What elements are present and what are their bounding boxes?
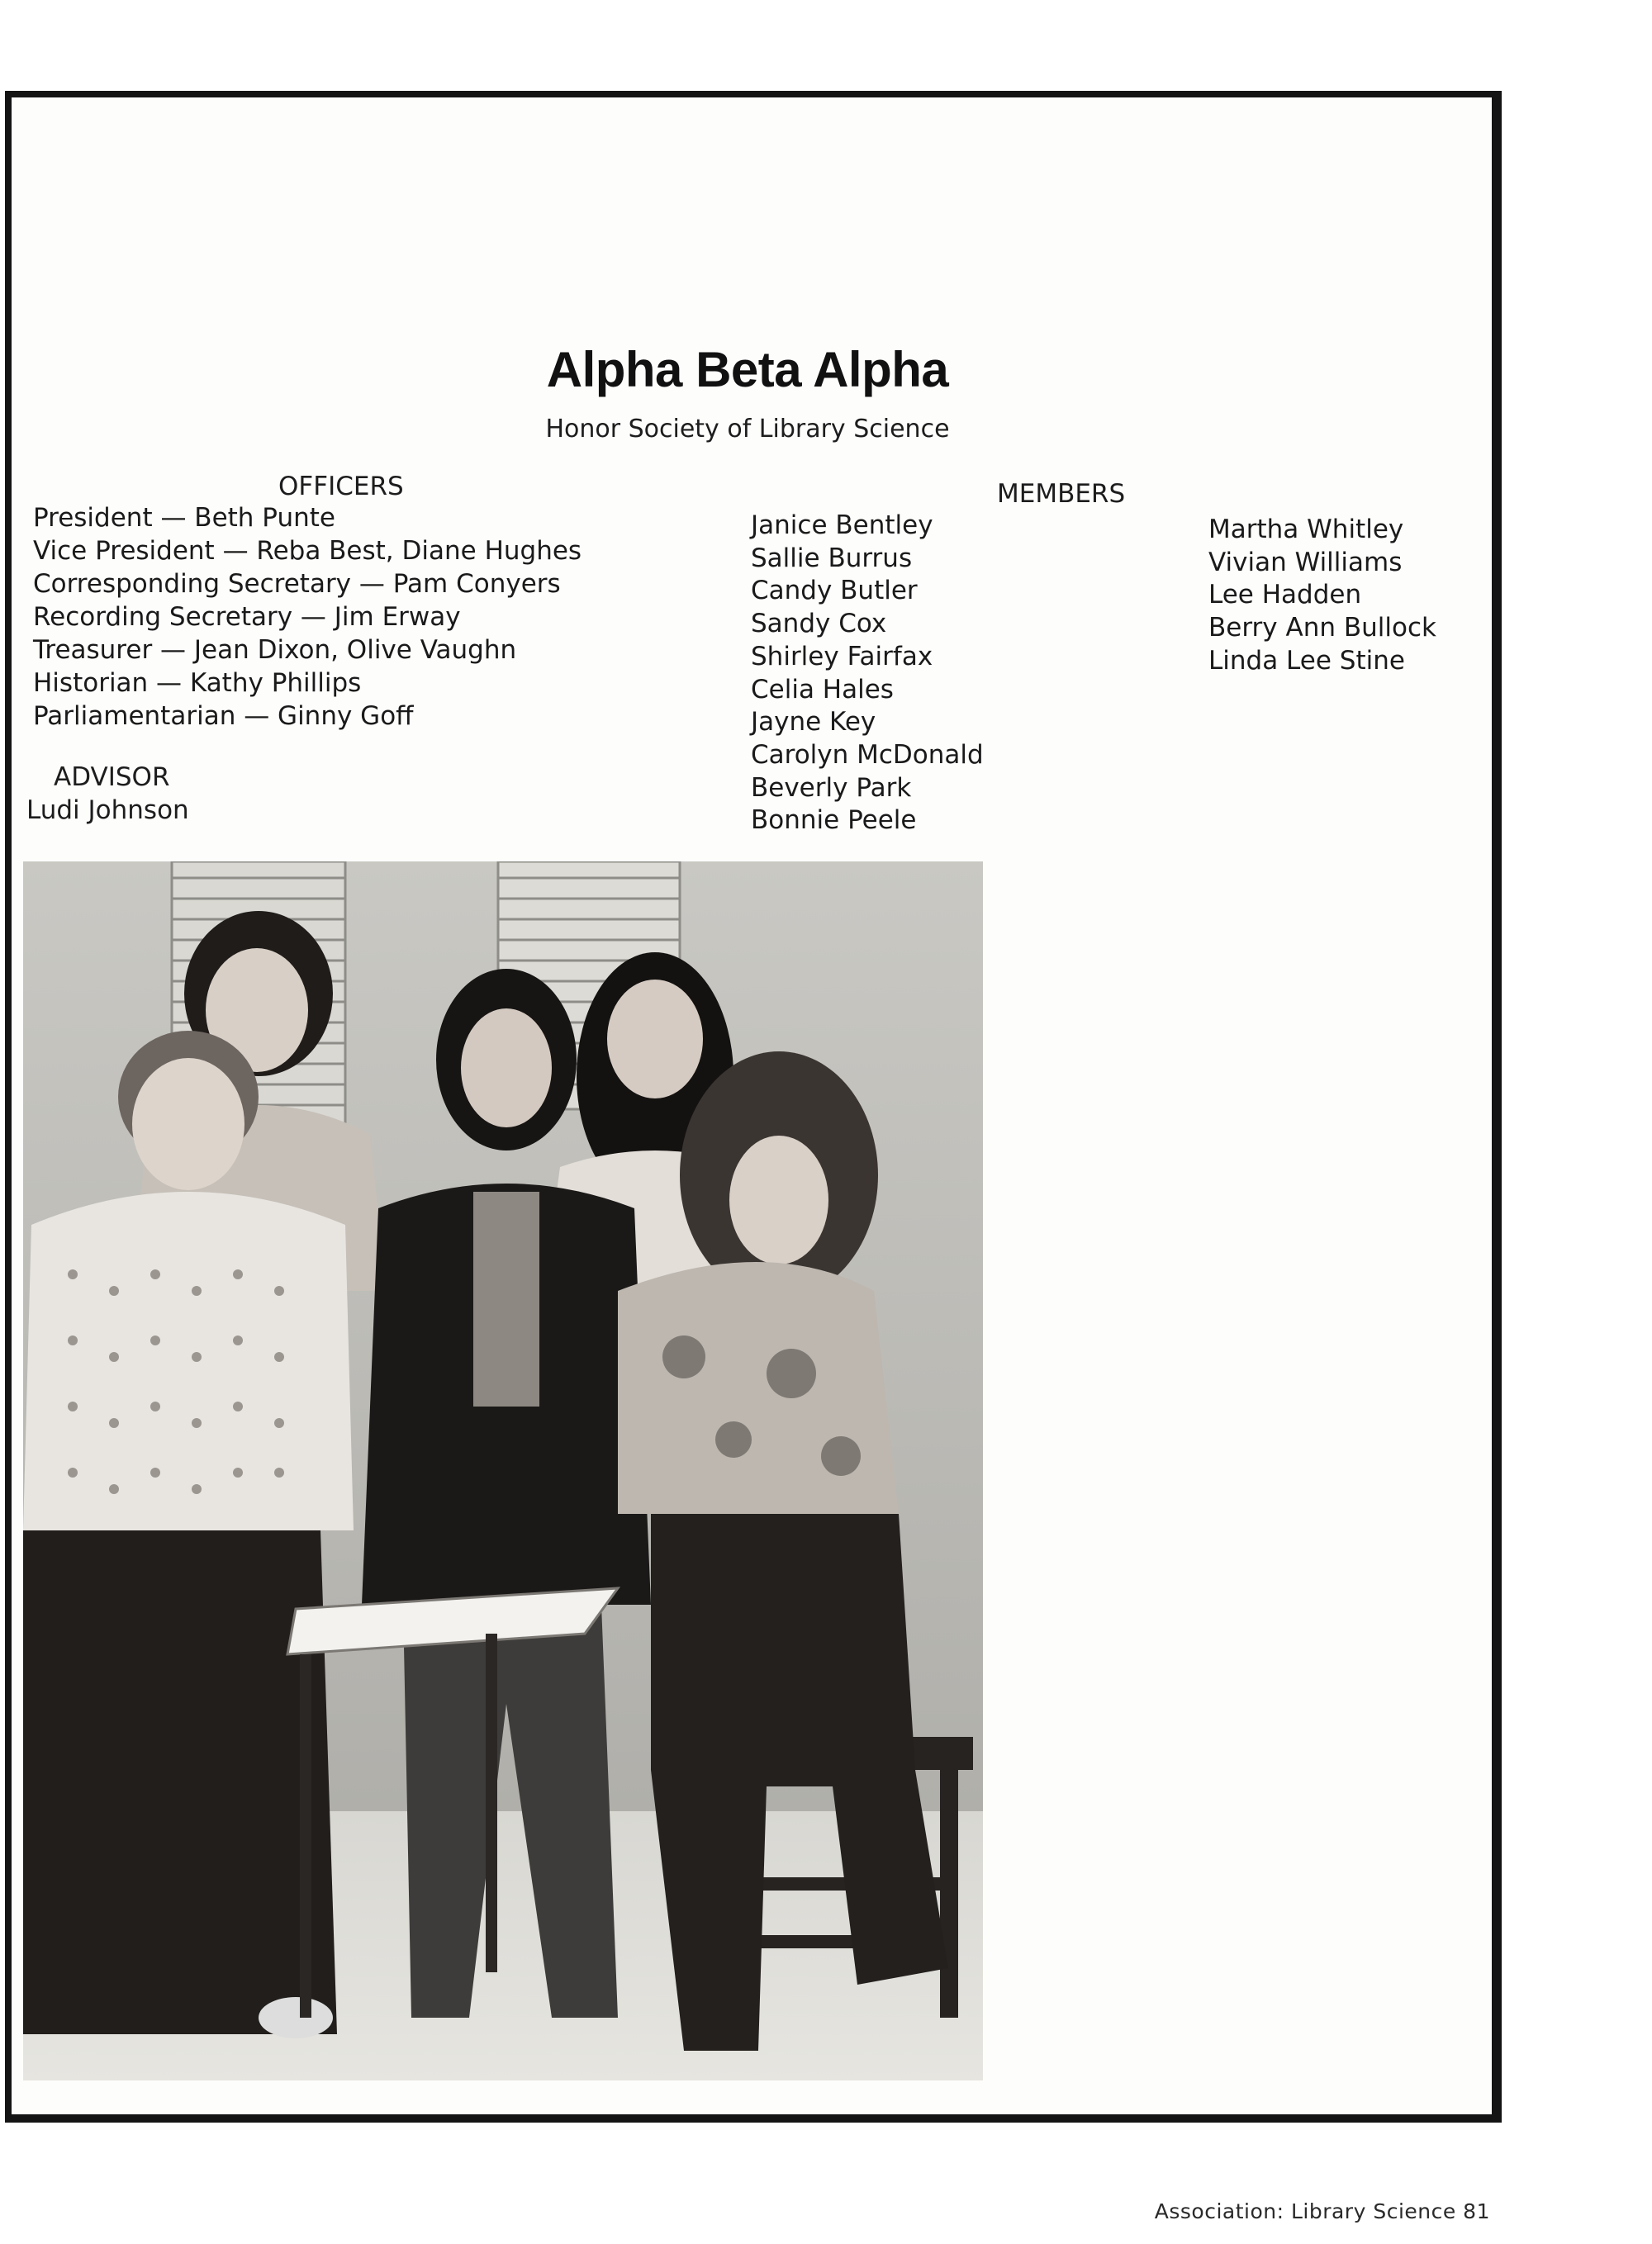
- member-item: Shirley Fairfax: [751, 641, 933, 671]
- officer-item: Recording Secretary — Jim Erway: [33, 602, 461, 632]
- officer-item: Parliamentarian — Ginny Goff: [33, 701, 414, 731]
- officer-item: Corresponding Secretary — Pam Conyers: [33, 569, 561, 599]
- member-item: Beverly Park: [751, 772, 912, 803]
- group-photo-icon: [23, 861, 983, 2080]
- officer-item: Historian — Kathy Phillips: [33, 668, 362, 698]
- members-heading: MEMBERS: [997, 479, 1126, 509]
- officers-heading: OFFICERS: [278, 472, 404, 501]
- page-title: Alpha Beta Alpha: [546, 342, 949, 397]
- page-subtitle: Honor Society of Library Science: [545, 415, 950, 444]
- member-item: Jayne Key: [751, 707, 876, 738]
- member-item: Bonnie Peele: [751, 805, 917, 836]
- page-footer: Association: Library Science 81: [1154, 2199, 1490, 2223]
- member-item: Janice Bentley: [751, 510, 933, 540]
- officer-item: President — Beth Punte: [33, 503, 335, 533]
- members-column-1: [751, 510, 984, 837]
- member-item: Celia Hales: [751, 674, 894, 705]
- member-item: Martha Whitley: [1208, 515, 1404, 544]
- officers-list: [33, 501, 582, 733]
- member-item: Vivian Williams: [1208, 547, 1403, 577]
- advisor-heading: ADVISOR: [54, 762, 170, 792]
- member-item: Berry Ann Bullock: [1208, 613, 1436, 643]
- advisor-name: Ludi Johnson: [26, 795, 189, 825]
- officer-item: Treasurer — Jean Dixon, Olive Vaughn: [33, 635, 517, 665]
- member-item: Sallie Burrus: [751, 543, 913, 573]
- member-item: Carolyn McDonald: [751, 739, 984, 770]
- member-item: Candy Butler: [751, 576, 918, 606]
- group-photo: [23, 861, 983, 2080]
- member-item: Linda Lee Stine: [1208, 645, 1405, 676]
- officer-item: Vice President — Reba Best, Diane Hughes: [33, 536, 582, 566]
- member-item: Lee Hadden: [1208, 580, 1362, 610]
- member-item: Sandy Cox: [751, 609, 887, 639]
- members-column-2: [1208, 514, 1436, 678]
